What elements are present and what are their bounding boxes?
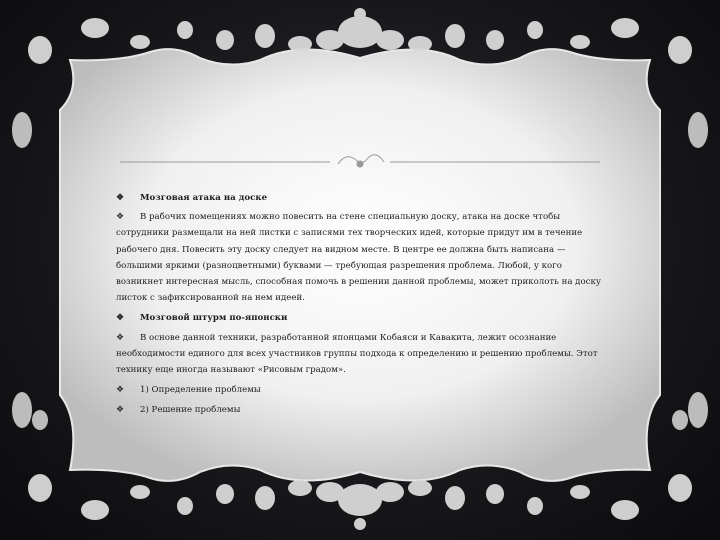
bullet-item-step-1 [116, 382, 606, 398]
bullet-item-heading-1 [116, 190, 606, 206]
diamond-bullet-icon: ❖ [116, 332, 125, 343]
diamond-bullet-icon: ❖ [116, 385, 125, 396]
heading-text: Мозговой штурм по-японски [140, 313, 288, 324]
bottom-ornament [28, 474, 692, 530]
bullet-item-paragraph-1 [116, 209, 606, 306]
slide-content [116, 190, 606, 419]
diamond-bullet-icon: ❖ [116, 313, 125, 324]
top-ornament [28, 8, 692, 64]
paragraph-text: В основе данной техники, разработанной японцами Кобаяси и Кавакита, лежит осознание необходимости единого для всех участников группы подхода к определению и решению проблемы. Этот технику еще иногда называют «Рисовым градом». [116, 332, 598, 376]
bullet-item-paragraph-2 [116, 330, 606, 379]
diamond-bullet-icon: ❖ [116, 405, 125, 416]
step-text: 2) Решение проблемы [140, 405, 241, 416]
bullet-item-heading-2 [116, 310, 606, 326]
step-text: 1) Определение проблемы [140, 385, 261, 396]
diamond-bullet-icon: ❖ [116, 212, 125, 223]
diamond-bullet-icon: ❖ [116, 193, 125, 203]
heading-text: Мозговая атака на доске [140, 193, 268, 203]
bullet-item-step-2 [116, 402, 606, 418]
paragraph-text: В рабочих помещениях можно повесить на стене специальную доску, атака на доске чтобы сотрудники размещали на ней листки с записями тех творческих идей, которые придут им в течение рабочего дня. Повесить эту доску следует на видном месте. В центре ее должна быть написана — большими яркими (разноцветными) буквами — требующая разрешения проблема. Любой, у кого возникнет интересная мысль, способная помочь в решении данной проблемы, может приколоть на доску листок с зафиксированной на нем идеей. [116, 212, 601, 304]
